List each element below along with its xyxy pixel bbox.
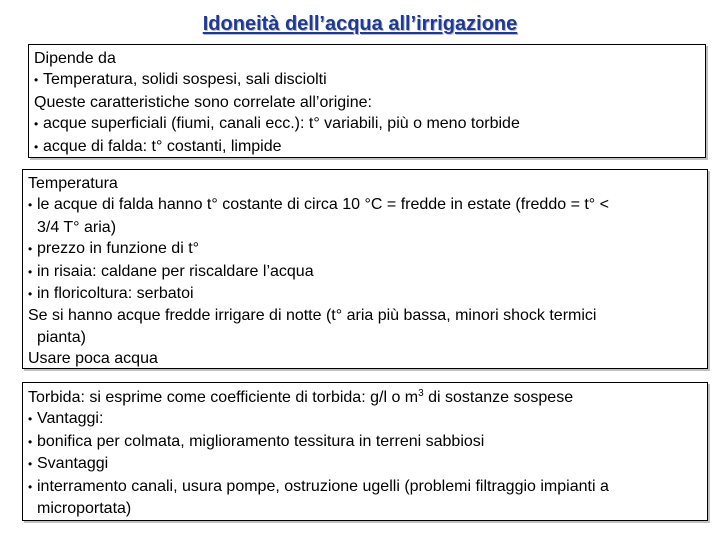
box2-bullet-groundwater-temp: • le acque di falda hanno t° costante di circa 10 °C = fredde in estate (freddo = t° < [28,194,703,216]
box1-bullet-surface-water: • acque superficiali (fiumi, canali ecc.): t° variabili, più o meno torbide [34,113,701,135]
origin-box [28,44,706,158]
turbidity-box [22,382,708,521]
box3-bullet-disadvantages: • Svantaggi [28,453,703,475]
box3-bullet-silting: • interramento canali, usura pompe, ostruzione ugelli (problemi filtraggio impianti a [28,476,703,498]
box2-line-night-irrigation: Se si hanno acque fredde irrigare di notte (t° aria più bassa, minori shock termici [28,307,597,325]
box2-heading: Temperatura [28,175,118,192]
box1-line-correlation: Queste caratteristiche sono correlate all’origine: [34,93,372,111]
box1-bullet-factors: • Temperatura, solidi sospesi, sali disciolti [34,69,701,91]
box1-bullet-groundwater: • acque di falda: t° costanti, limpide [34,136,701,158]
box3-heading-text: Torbida: si esprime come coefficiente di torbida: g/l o m [28,389,419,406]
box2-bullet-groundwater-temp-cont: 3/4 T° aria) [37,218,117,236]
box2-line-little-water: Usare poca acqua [28,350,158,368]
box2-bullet-price: • prezzo in funzione di t° [28,238,703,260]
box3-heading-exponent: 3 [418,388,424,399]
box3-heading [28,387,703,408]
page-title: Idoneità dell’acqua all’irrigazione [202,13,518,35]
box3-bullet-advantages: • Vantaggi: [28,408,703,430]
box2-bullet-rice: • in risaia: caldane per riscaldare l’acqua [28,261,703,283]
box2-bullet-floriculture: • in floricoltura: serbatoi [28,283,703,305]
temperature-box [22,169,708,369]
box3-bullet-reclamation: • bonifica per colmata, miglioramento tessitura in terreni sabbiosi [28,431,703,453]
box3-heading-text-end: di sostanze sospese [423,389,574,406]
box3-bullet-silting-cont: microportata) [37,500,132,518]
box2-line-night-irrigation-cont: pianta) [37,328,86,346]
box1-line-intro: Dipende da [34,50,116,67]
